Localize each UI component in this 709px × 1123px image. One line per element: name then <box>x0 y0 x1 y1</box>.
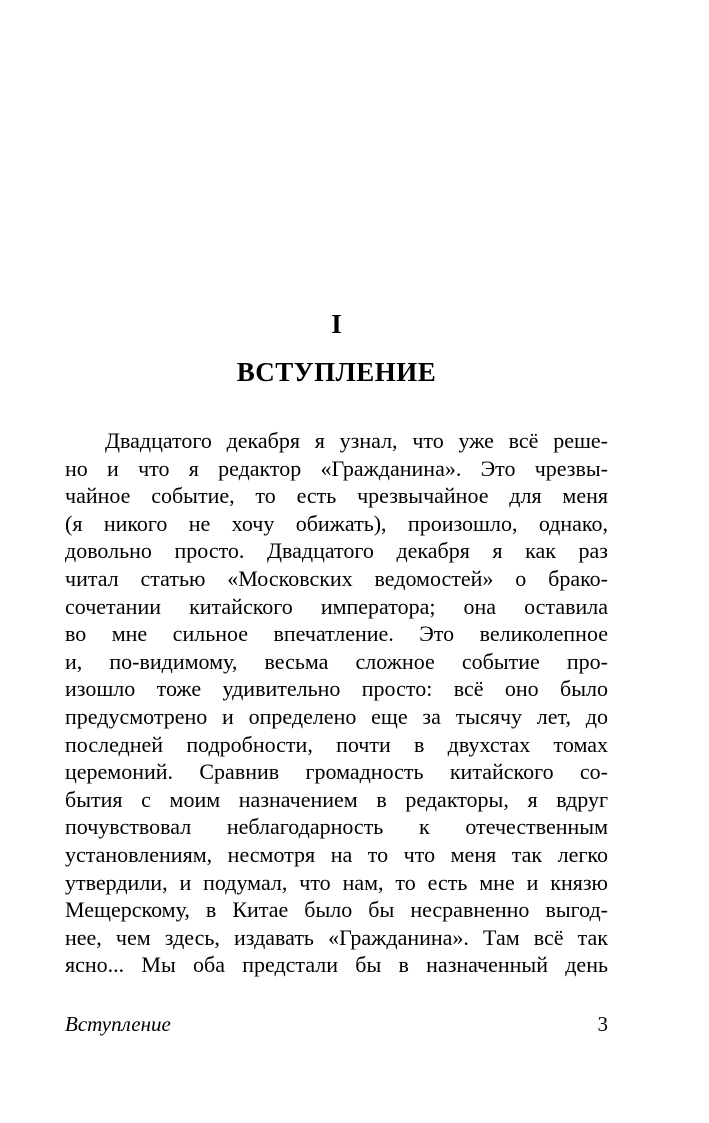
text-line: Мещерскому, в Китае было бы несравненно выгод- <box>65 897 608 923</box>
page-footer <box>65 1012 608 1037</box>
text-line: церемоний. Сравнив громадность китайского со- <box>65 759 608 785</box>
body-text <box>65 427 608 979</box>
text-line: во мне сильное впечатление. Это великолепное <box>65 621 608 647</box>
text-line: читал статью «Московских ведомостей» о брако- <box>65 565 608 591</box>
text-line: и, по-видимому, весьма сложное событие про- <box>65 648 608 674</box>
text-line: ясно... Мы оба предстали бы в назначенный день <box>65 952 608 978</box>
chapter-title: ВСТУПЛЕНИЕ <box>236 357 437 387</box>
text-line: последней подробности, почти в двухстах томах <box>65 731 608 757</box>
text-line: сочетании китайского императора; она оставила <box>65 593 608 619</box>
text-line: нее, чем здесь, издавать «Гражданина». Там всё так <box>65 924 608 950</box>
text-line: но и что я редактор «Гражданина». Это чрезвы- <box>65 455 608 481</box>
chapter-number: I <box>331 309 342 339</box>
text-line: (я никого не хочу обижать), произошло, однако, <box>65 510 608 536</box>
text-line: почувствовал неблагодарность к отечественным <box>65 814 608 840</box>
text-line: Двадцатого декабря я узнал, что уже всё реше- <box>105 428 608 453</box>
text-line: бытия с моим назначением в редакторы, я вдруг <box>65 786 608 812</box>
text-line: изошло тоже удивительно просто: всё оно было <box>65 676 608 702</box>
running-title: Вступление <box>65 1012 171 1036</box>
text-line: чайное событие, то есть чрезвычайное для меня <box>65 483 608 509</box>
page-number: 3 <box>597 1012 608 1036</box>
text-line: предусмотрено и определено еще за тысячу лет, до <box>65 703 608 729</box>
text-line: установлениям, несмотря на то что меня так легко <box>65 841 608 867</box>
text-line: довольно просто. Двадцатого декабря я как раз <box>65 538 608 564</box>
text-line: утвердили, и подумал, что нам, то есть мне и князю <box>65 869 608 895</box>
